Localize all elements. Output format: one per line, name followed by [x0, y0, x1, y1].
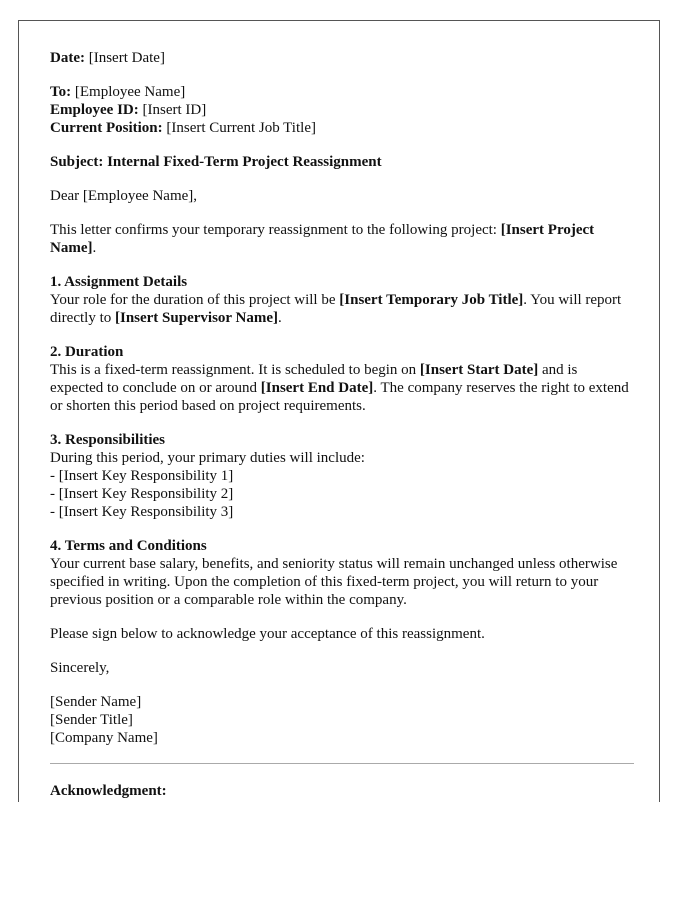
date-label: Date:: [50, 50, 85, 66]
sender-title: [Sender Title]: [50, 712, 133, 728]
position-value: [Insert Current Job Title]: [166, 120, 316, 136]
assignment-supervisor: [Insert Supervisor Name]: [114, 310, 279, 326]
section-assignment: [50, 273, 634, 327]
letter-page: [18, 20, 660, 802]
acknowledgment-heading: Acknowledgment:: [50, 783, 167, 799]
section-responsibilities: [50, 431, 634, 521]
section-terms: [50, 537, 634, 609]
sender-name: [Sender Name]: [50, 694, 142, 710]
employee-id-label: Employee ID:: [50, 102, 139, 118]
assignment-job-title: [Insert Temporary Job Title]: [339, 292, 524, 308]
duration-start-date: [Insert Start Date]: [419, 362, 539, 378]
closing: Sincerely,: [50, 660, 110, 676]
position-label: Current Position:: [50, 120, 163, 136]
divider: [50, 763, 634, 764]
section-heading: 3. Responsibilities: [50, 432, 166, 448]
sender-company: [Company Name]: [50, 730, 158, 746]
duration-t3: . The company reserves the right to extend or shorten this period based on project requirements.: [50, 380, 629, 414]
to-line: [50, 83, 634, 101]
section-heading: 1. Assignment Details: [50, 274, 188, 290]
duration-end-date: [Insert End Date]: [260, 380, 374, 396]
date-value: [Insert Date]: [88, 50, 165, 66]
to-value: [Employee Name]: [74, 84, 186, 100]
recipient-block: [50, 83, 634, 137]
duration-t1: This is a fixed-term reassignment. It is scheduled to begin on: [50, 362, 420, 378]
assignment-t3: .: [278, 310, 282, 326]
section-duration: [50, 343, 634, 415]
salutation: Dear [Employee Name],: [50, 188, 198, 204]
list-item: - [Insert Key Responsibility 1]: [50, 468, 234, 484]
subject: Subject: Internal Fixed-Term Project Reassignment: [50, 154, 382, 170]
assignment-t1: Your role for the duration of this project will be: [50, 292, 340, 308]
section-heading: 4. Terms and Conditions: [50, 538, 207, 554]
terms-text: Your current base salary, benefits, and seniority status will remain unchanged unless otherwise specified in writing. Upon the completion of this fixed-term project, you will return to your previous position or a comparable role within the company.: [50, 556, 618, 608]
intro-text: This letter confirms your temporary reassignment to the following project:: [50, 222, 501, 238]
duration-text: [50, 362, 629, 414]
letter-body: [50, 49, 634, 802]
duration-t2: and is expected to conclude on or around: [50, 362, 578, 396]
sign-request: Please sign below to acknowledge your acceptance of this reassignment.: [50, 626, 485, 642]
intro-project: [Insert Project Name]: [50, 222, 595, 256]
intro-end: .: [92, 240, 97, 256]
subject-line: [50, 153, 634, 171]
list-item: - [Insert Key Responsibility 3]: [50, 504, 234, 520]
date-line: [50, 49, 634, 67]
employee-id-line: [50, 101, 634, 119]
section-heading: 2. Duration: [50, 344, 124, 360]
responsibilities-intro: During this period, your primary duties will include:: [50, 450, 365, 466]
to-label: To:: [50, 84, 72, 100]
assignment-t2: . You will report directly to: [50, 292, 622, 326]
assignment-text: [50, 292, 621, 326]
sender-block: [50, 693, 634, 747]
position-line: [50, 119, 634, 137]
employee-id-value: [Insert ID]: [142, 102, 207, 118]
list-item: - [Insert Key Responsibility 2]: [50, 486, 234, 502]
intro-paragraph: [50, 221, 634, 257]
